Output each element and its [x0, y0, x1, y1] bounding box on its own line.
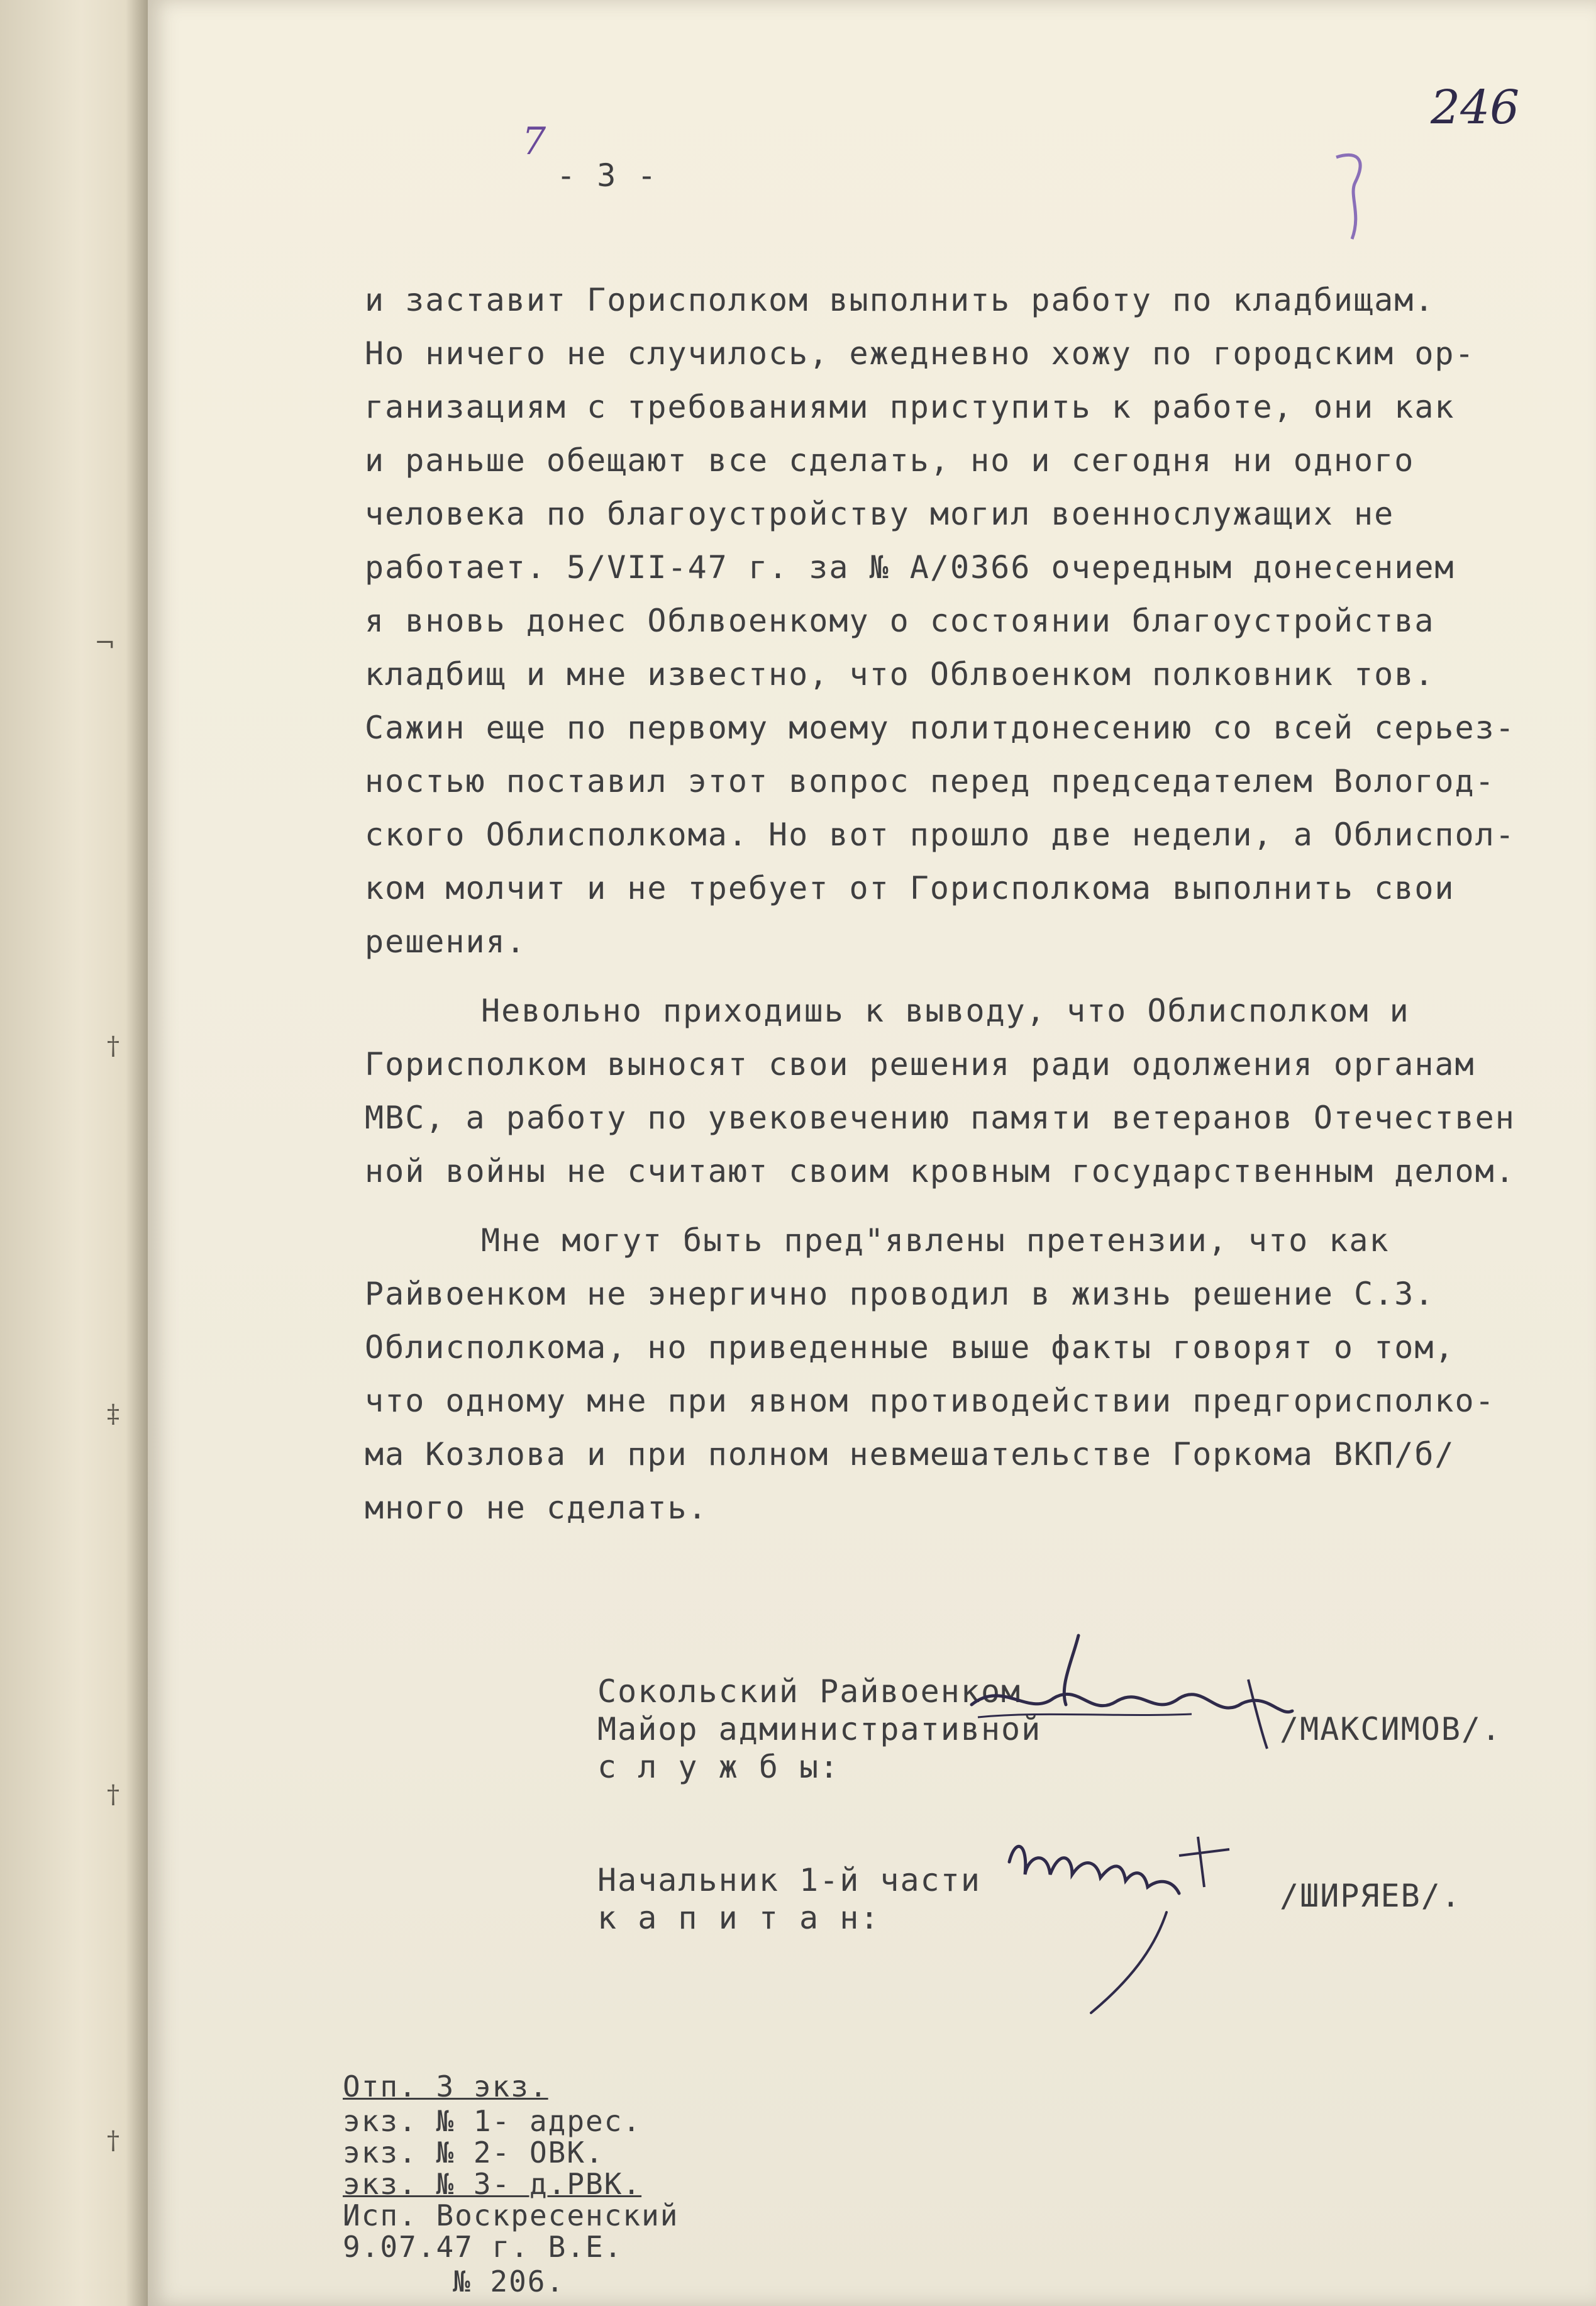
body-line: Невольно приходишь к выводу, что Облисполком и	[481, 993, 1410, 1029]
folio-number: 246	[1431, 81, 1520, 135]
body-line: человека по благоустройству могил военнослужащих не	[365, 496, 1395, 532]
body-line: ной войны не считают своим кровным государственным делом.	[365, 1153, 1516, 1189]
body-line: ского Облисполкома. Но вот прошло две недели, а Облиспол-	[365, 816, 1516, 853]
distribution-line: экз. № 2- ОВК.	[343, 2136, 604, 2170]
handwritten-signature	[990, 1761, 1292, 2025]
edge-mark: †	[107, 2126, 119, 2155]
body-line: работает. 5/VII-47 г. за № А/0366 очередным донесением	[365, 549, 1455, 586]
previous-page-edge	[0, 0, 148, 2306]
body-line: Но ничего не случилось, ежедневно хожу по городским ор-	[365, 335, 1475, 372]
body-line: Горисполком выносят свои решения ради одолжения органам	[365, 1046, 1475, 1083]
body-line: ма Козлова и при полном невмешательстве Горкома ВКП/б/	[365, 1436, 1455, 1473]
body-line: ганизациям с требованиями приступить к работе, они как	[365, 389, 1455, 425]
distribution-line: экз. № 1- адрес.	[343, 2104, 642, 2138]
body-line: решения.	[365, 923, 526, 960]
edge-mark: ‡	[107, 1400, 119, 1429]
distribution-line: Исп. Воскресенский	[343, 2198, 679, 2232]
body-line: Сажин еще по первому моему политдонесению со всей серьез-	[365, 710, 1516, 746]
signature-title-line: с л у ж б ы:	[597, 1749, 840, 1785]
page-number: - 3 -	[557, 157, 658, 194]
body-line: Райвоенком не энергично проводил в жизнь решение С.З.	[365, 1276, 1435, 1312]
body-line: и заставит Горисполком выполнить работу по кладбищам.	[365, 282, 1435, 318]
body-line: и раньше обещают все сделать, но и сегодня ни одного	[365, 442, 1415, 479]
body-line: я вновь донес Облвоенкому о состоянии благоустройства	[365, 603, 1435, 639]
distribution-line: Отп. 3 экз.	[343, 2069, 548, 2103]
document-number: № 206.	[453, 2264, 565, 2298]
signatory-name: /ШИРЯЕВ/.	[1280, 1878, 1461, 1914]
signature-title-line: Начальник 1-й части	[597, 1862, 981, 1898]
distribution-line: экз. № 3- д.РВК.	[343, 2167, 642, 2201]
body-line: кладбищ и мне известно, что Облвоенком полковник тов.	[365, 656, 1435, 693]
signatory-name: /МАКСИМОВ/.	[1280, 1711, 1502, 1747]
pencil-mark	[1330, 145, 1380, 245]
edge-mark: †	[107, 1032, 119, 1061]
signature-title-line: Сокольский Райвоенком	[597, 1673, 1022, 1710]
edge-mark: ¬	[94, 629, 116, 658]
body-line: что одному мне при явном противодействии предгорисполко-	[365, 1383, 1495, 1419]
body-line: ком молчит и не требует от Горисполкома выполнить свои	[365, 870, 1455, 906]
body-line: много не сделать.	[365, 1490, 708, 1526]
signature-title-line: к а п и т а н:	[597, 1900, 880, 1936]
signature-title-line: Майор административной	[597, 1711, 1042, 1747]
body-line: ностью поставил этот вопрос перед председателем Вологод-	[365, 763, 1495, 799]
document-page	[148, 0, 1596, 2306]
edge-mark: †	[107, 1780, 119, 1809]
handwritten-signature	[953, 1623, 1305, 1761]
body-line: Облисполкома, но приведенные выше факты говорят о том,	[365, 1329, 1455, 1366]
body-line: МВС, а работу по увековечению памяти ветеранов Отечествен	[365, 1100, 1516, 1136]
handwritten-page-mark: 7	[522, 120, 546, 164]
distribution-line: 9.07.47 г. В.Е.	[343, 2230, 623, 2264]
body-line: Мне могут быть пред"явлены претензии, что как	[481, 1222, 1390, 1259]
